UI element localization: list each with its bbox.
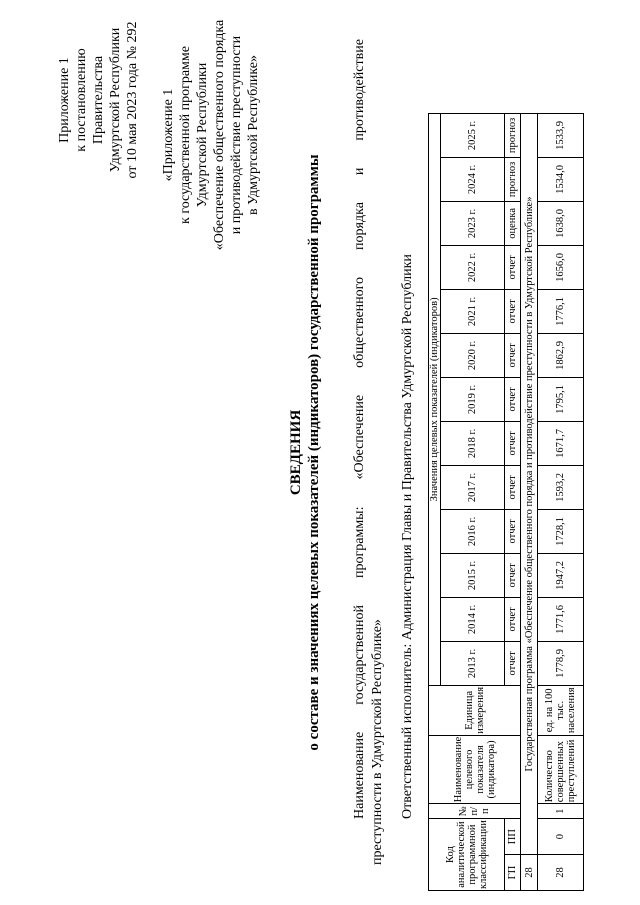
header-values: Значения целевых показателей (индикаторов) — [429, 113, 441, 685]
row-value: 1656,0 — [538, 245, 584, 289]
appendix-decree — [56, 15, 141, 185]
appendix-decree-line: к постановлению Правительства — [74, 48, 106, 152]
header-status: прогноз — [505, 157, 521, 201]
row-value: 1593,2 — [538, 465, 584, 509]
row-value: 1671,7 — [538, 421, 584, 465]
header-code: Код аналитической программной классификации — [429, 819, 505, 891]
program-word: противодействие — [352, 39, 367, 141]
responsible-executor: Ответственный исполнитель: Администрация Главы и Правительства Удмуртской Республики — [400, 254, 415, 819]
appendix-decree-line: Приложение 1 — [57, 57, 72, 143]
document-subtitle: о составе и значениях целевых показателей (индикаторов) государственной программы — [306, 154, 322, 751]
header-status: отчет — [505, 377, 521, 421]
header-status: отчет — [505, 289, 521, 333]
row-number: 1 — [538, 804, 584, 819]
header-year: 2023 г. — [441, 201, 505, 245]
appendix-program-line: «Приложение 1 — [161, 88, 176, 182]
appendix-program-line: в Удмуртской Республике» — [246, 54, 261, 216]
document-title: СВЕДЕНИЯ — [288, 409, 304, 496]
program-word: общественного — [352, 276, 367, 368]
header-pp: ПП — [505, 819, 521, 855]
program-word: Наименование — [352, 731, 367, 819]
program-word: порядка — [352, 202, 367, 250]
header-status: отчет — [505, 465, 521, 509]
header-number: № п/п — [429, 804, 521, 819]
header-year: 2015 г. — [441, 553, 505, 597]
row-value: 1795,1 — [538, 377, 584, 421]
row-pp: 0 — [538, 819, 584, 855]
row-indicator-name: Количество совершенных преступлений — [538, 735, 584, 803]
row-value: 1533,9 — [538, 113, 584, 157]
program-row-title: Государственная программа «Обеспечение общественного порядка и противодействие преступности в Удмуртской Республике» — [521, 113, 538, 854]
header-unit: Единица измерения — [429, 685, 521, 735]
header-status: отчет — [505, 245, 521, 289]
appendix-program-line: и противодействие преступности — [229, 35, 244, 235]
header-status: отчет — [505, 597, 521, 641]
program-word: и — [352, 167, 367, 176]
appendix-program — [160, 10, 262, 260]
header-status: отчет — [505, 509, 521, 553]
row-value: 1728,1 — [538, 509, 584, 553]
header-status: отчет — [505, 553, 521, 597]
program-name-continuation: преступности в Удмуртской Республике» — [370, 619, 385, 865]
header-year: 2013 г. — [441, 641, 505, 685]
header-status: отчет — [505, 421, 521, 465]
header-year: 2021 г. — [441, 289, 505, 333]
row-unit: ед. на 100 тыс. населения — [538, 685, 584, 735]
header-year: 2014 г. — [441, 597, 505, 641]
row-value: 1778,9 — [538, 641, 584, 685]
appendix-program-line: к государственной программе — [178, 46, 193, 224]
header-status: оценка — [505, 201, 521, 245]
header-year: 2022 г. — [441, 245, 505, 289]
row-gp: 28 — [538, 855, 584, 891]
header-year: 2017 г. — [441, 465, 505, 509]
header-year: 2024 г. — [441, 157, 505, 201]
appendix-program-line: «Обеспечение общественного порядка — [212, 19, 227, 251]
header-year: 2025 г. — [441, 113, 505, 157]
table-row — [538, 113, 584, 890]
program-name-line — [352, 39, 368, 819]
header-year: 2020 г. — [441, 333, 505, 377]
row-value: 1534,0 — [538, 157, 584, 201]
program-row-gp: 28 — [521, 855, 538, 891]
appendix-decree-line: Удмуртской Республики — [108, 27, 123, 173]
header-year: 2019 г. — [441, 377, 505, 421]
program-row — [521, 113, 538, 890]
row-value: 1638,0 — [538, 201, 584, 245]
indicators-table — [428, 113, 584, 891]
row-value: 1771,6 — [538, 597, 584, 641]
header-status: отчет — [505, 333, 521, 377]
appendix-decree-line: от 10 мая 2023 года № 292 — [125, 21, 140, 179]
header-status: прогноз — [505, 113, 521, 157]
appendix-program-line: Удмуртской Республики — [195, 62, 210, 208]
program-word: государственной — [352, 604, 367, 705]
header-indicator-name: Наименование целевого показателя (индикатора) — [429, 735, 521, 803]
header-status: отчет — [505, 641, 521, 685]
program-word: «Обеспечение — [352, 394, 367, 480]
program-word: программы: — [352, 506, 367, 578]
header-year: 2016 г. — [441, 509, 505, 553]
row-value: 1947,2 — [538, 553, 584, 597]
row-value: 1776,1 — [538, 289, 584, 333]
row-value: 1862,9 — [538, 333, 584, 377]
header-year: 2018 г. — [441, 421, 505, 465]
header-gp: ГП — [505, 855, 521, 891]
